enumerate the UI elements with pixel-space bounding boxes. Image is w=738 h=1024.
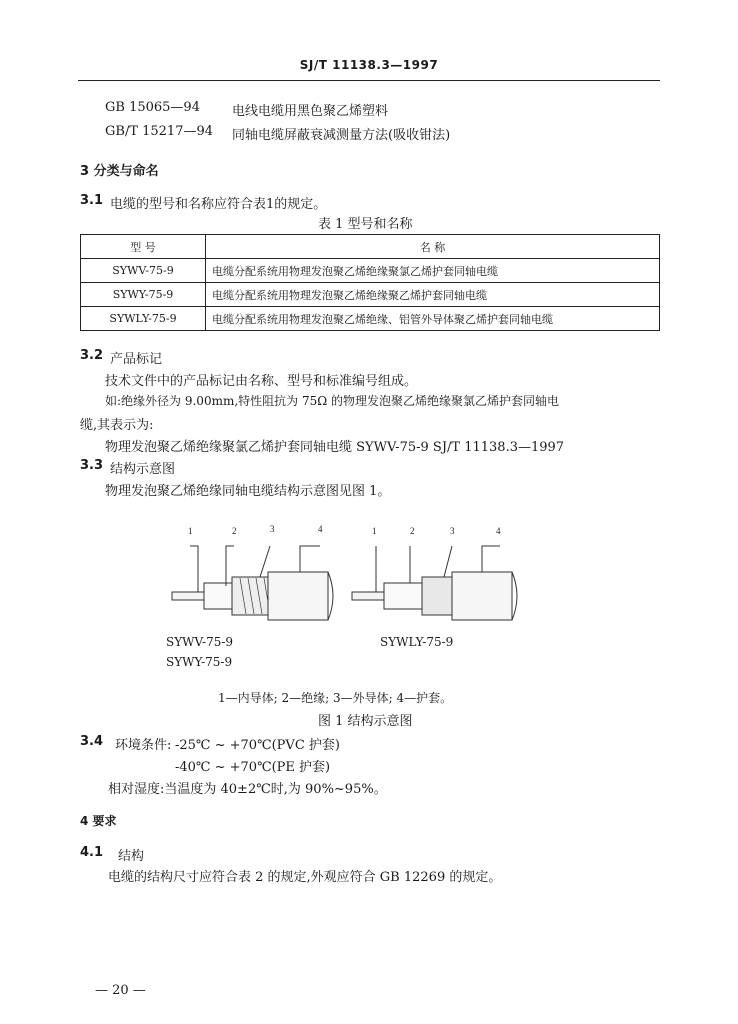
right-cable-drawing: [352, 572, 517, 620]
page-number: — 20 —: [95, 983, 146, 998]
reference-code: GB/T 15217—94: [105, 124, 214, 139]
reference-code: GB 15065—94: [105, 100, 200, 115]
figure-label: SYWV-75-9: [166, 635, 234, 649]
figure-1-cable-diagram: [160, 520, 530, 630]
figure-callout: 3: [270, 524, 275, 534]
clause-3-4-title: 环境条件:: [115, 738, 172, 753]
reference-title: 同轴电缆屏蔽衰减测量方法(吸收钳法): [232, 128, 451, 143]
clause-3-1-text: 电缆的型号和名称应符合表1的规定。: [110, 197, 327, 212]
page-header: SJ/T 11138.3—1997: [299, 58, 439, 72]
figure-callout: 4: [318, 524, 323, 534]
relative-humidity: 相对湿度:当温度为 40±2℃时,为 90%~95%。: [108, 782, 387, 797]
table-cell-model: SYWY-75-9: [81, 283, 206, 307]
temperature-range: -25℃ ~ +70℃(PVC 护套): [175, 738, 340, 753]
figure-label: SYWLY-75-9: [380, 635, 454, 649]
table-row: [81, 259, 660, 283]
temperature-range: -40℃ ~ +70℃(PE 护套): [175, 760, 331, 775]
section-4-heading: 4 要求: [80, 814, 117, 828]
section-3-heading: 3 分类与命名: [80, 164, 159, 179]
table-row: [81, 283, 660, 307]
figure-callout: 2: [232, 526, 237, 536]
figure-callout: 2: [410, 526, 415, 536]
clause-4-1-paragraph: 电缆的结构尺寸应符合表 2 的规定,外观应符合 GB 12269 的规定。: [108, 870, 502, 885]
table-cell-name: 电缆分配系统用物理发泡聚乙烯绝缘聚氯乙烯护套同轴电缆: [206, 259, 660, 283]
table-row: [81, 307, 660, 331]
table-cell-name: 电缆分配系统用物理发泡聚乙烯绝缘聚乙烯护套同轴电缆: [206, 283, 660, 307]
clause-3-3-paragraph: 物理发泡聚乙烯绝缘同轴电缆结构示意图见图 1。: [105, 484, 391, 499]
figure-callout: 4: [496, 526, 501, 536]
figure-legend: 1—内导体; 2—绝缘; 3—外导体; 4—护套。: [218, 691, 453, 705]
clause-3-1-number: 3.1: [80, 193, 104, 208]
header-rule: [78, 80, 660, 81]
table-1: [80, 234, 660, 331]
left-cable-drawing: [172, 572, 333, 620]
clause-3-2-number: 3.2: [80, 348, 104, 363]
figure-callout: 3: [450, 526, 455, 536]
reference-title: 电线电缆用黑色聚乙烯塑料: [232, 104, 389, 119]
table-header-model: 型 号: [81, 235, 206, 259]
clause-3-2-example-line: 缆,其表示为:: [80, 418, 154, 433]
figure-label: SYWY-75-9: [166, 655, 233, 669]
clause-3-3-number: 3.3: [80, 458, 104, 473]
figure-callout: 1: [188, 526, 193, 536]
clause-3-3-title: 结构示意图: [110, 462, 176, 477]
table-cell-model: SYWV-75-9: [81, 259, 206, 283]
table-header-row: [81, 235, 660, 259]
table-cell-name: 电缆分配系统用物理发泡聚乙烯绝缘、铝管外导体聚乙烯护套同轴电缆: [206, 307, 660, 331]
clause-4-1-title: 结构: [118, 849, 145, 864]
table-header-name: 名 称: [206, 235, 660, 259]
figure-1-caption: 图 1 结构示意图: [318, 714, 413, 729]
figure-callout: 1: [372, 526, 377, 536]
clause-3-2-example-line: 如:绝缘外径为 9.00mm,特性阻抗为 75Ω 的物理发泡聚乙烯绝缘聚氯乙烯护套同轴电: [105, 394, 559, 408]
table-cell-model: SYWLY-75-9: [81, 307, 206, 331]
clause-3-2-paragraph: 技术文件中的产品标记由名称、型号和标准编号组成。: [105, 374, 418, 389]
clause-3-2-title: 产品标记: [110, 352, 163, 367]
clause-3-4-number: 3.4: [80, 734, 104, 749]
clause-4-1-number: 4.1: [80, 845, 104, 860]
table-1-caption: 表 1 型号和名称: [318, 217, 413, 232]
product-marking-example: 物理发泡聚乙烯绝缘聚氯乙烯护套同轴电缆 SYWV-75-9 SJ/T 11138.3—1997: [105, 440, 565, 455]
